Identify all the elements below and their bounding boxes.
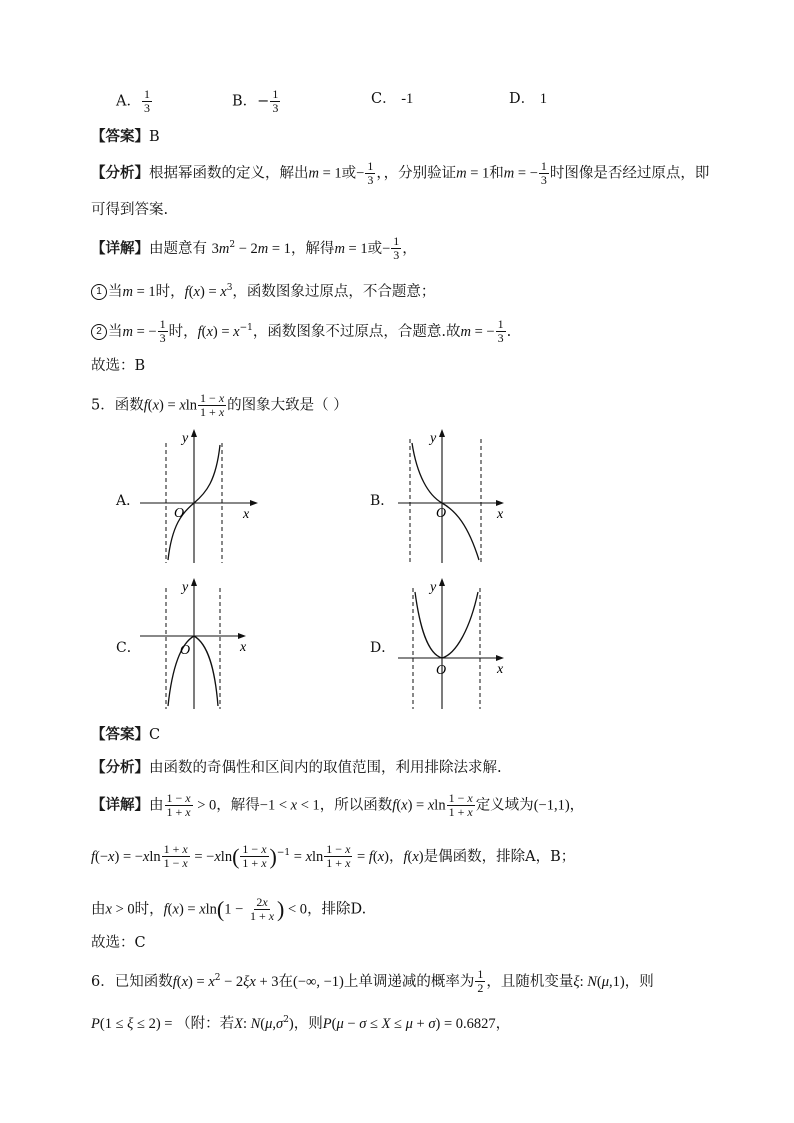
svg-text:x: x bbox=[497, 507, 504, 522]
option-c: C． -1 bbox=[371, 91, 414, 107]
q5-answer: 【答案】C bbox=[91, 726, 161, 743]
svg-text:y: y bbox=[430, 431, 437, 446]
svg-text:y: y bbox=[182, 431, 189, 446]
svg-text:O: O bbox=[436, 663, 447, 678]
q5-detail-line3: 由x > 0时，f(x) = xln(1 − $\frac{2x}{1 + x}$ ) < 0，排除D. bbox=[91, 895, 367, 923]
q4-case2: 2 当m = − $\frac{1}{3}$ 时，$f(x) = x^{-1}$，函数图象不过原点，合题意.故m = − $\frac{1}{3}$ . bbox=[91, 317, 511, 345]
option-b: B．− $\frac{1}{3}$ bbox=[232, 87, 279, 115]
q4-conclusion: 故选：B bbox=[91, 358, 146, 374]
q6-stem: 6．已知函数$f(x) = x^2 - 2\xi x + 3$在(−∞, −1)上单调递减的概率为 $\frac{1}{2}$ ，且随机变量ξ: N(μ,1)，则 bbox=[91, 967, 654, 996]
option-d: D． 1 bbox=[509, 91, 547, 107]
graph-a bbox=[140, 425, 265, 565]
graph-d-label: D． bbox=[370, 640, 396, 656]
q5-analysis: 【分析】由函数的奇偶性和区间内的取值范围，利用排除法求解. bbox=[91, 759, 502, 776]
graph-b-label: B． bbox=[370, 493, 395, 509]
graph-a-label: A． bbox=[116, 493, 141, 509]
circled-one-icon: 1 bbox=[91, 284, 107, 300]
q4-detail: 【详解】由题意有 $3m^2 - 2m = 1$，解得m = 1或− $\frac{1}{3}$ ， bbox=[91, 234, 417, 263]
q4-analysis-line2: 可得到答案. bbox=[91, 202, 169, 218]
q5-conclusion: 故选：C bbox=[91, 935, 146, 951]
svg-text:x: x bbox=[243, 507, 250, 522]
option-a: A． $\frac{1}{3}$ bbox=[116, 87, 150, 115]
q5-stem: 5．函数f(x) = xln $\frac{1 - x}{1 + x}$ 的图象大致是（ ） bbox=[91, 391, 348, 419]
graph-d bbox=[398, 574, 523, 714]
q4-answer: 【答案】B bbox=[91, 128, 160, 145]
y-axis-arrow bbox=[191, 429, 197, 437]
svg-text:O: O bbox=[174, 506, 185, 521]
svg-text:O: O bbox=[436, 506, 447, 521]
graph-b bbox=[398, 425, 523, 565]
svg-text:x: x bbox=[240, 640, 247, 655]
x-axis-arrow bbox=[250, 500, 258, 506]
q4-case1: 1 当m = 1时，$f(x) = x^3$，函数图象过原点，不合题意； bbox=[91, 277, 435, 303]
svg-text:y: y bbox=[430, 580, 437, 595]
q6-stem-line2: P(1 ≤ ξ ≤ 2) = （附：若X: $N(\mu,\sigma^2)$，则P(μ − σ ≤ X ≤ μ + σ) = 0.6827， bbox=[91, 1015, 511, 1032]
circled-two-icon: 2 bbox=[91, 324, 107, 340]
q5-detail-line2: f(−x) = −xln $\frac{1 + x}{1 - x}$ = −xln( $\frac{1 - x}{1 + x}$ )$^{-1}$ = xln $\frac{1 - x}{1 + x}$ = f(x)，f(x)是偶函数，排除A，B； bbox=[91, 842, 576, 871]
svg-text:x: x bbox=[497, 662, 504, 677]
q4-analysis: 【分析】根据幂函数的定义，解出m = 1或− $\frac{1}{3}$ ，，分别验证m = 1和m = − $\frac{1}{3}$ 时图像是否经过原点，即 bbox=[91, 159, 710, 187]
graph-c bbox=[140, 574, 265, 714]
svg-text:O: O bbox=[180, 643, 191, 658]
svg-text:y: y bbox=[182, 580, 189, 595]
graph-c-label: C． bbox=[116, 640, 141, 656]
q5-detail: 【详解】由 $\frac{1 - x}{1 + x}$ > 0，解得−1 < x < 1，所以函数f(x) = xln $\frac{1 - x}{1 + x}$ 定义域为(−1,1)， bbox=[91, 791, 585, 819]
